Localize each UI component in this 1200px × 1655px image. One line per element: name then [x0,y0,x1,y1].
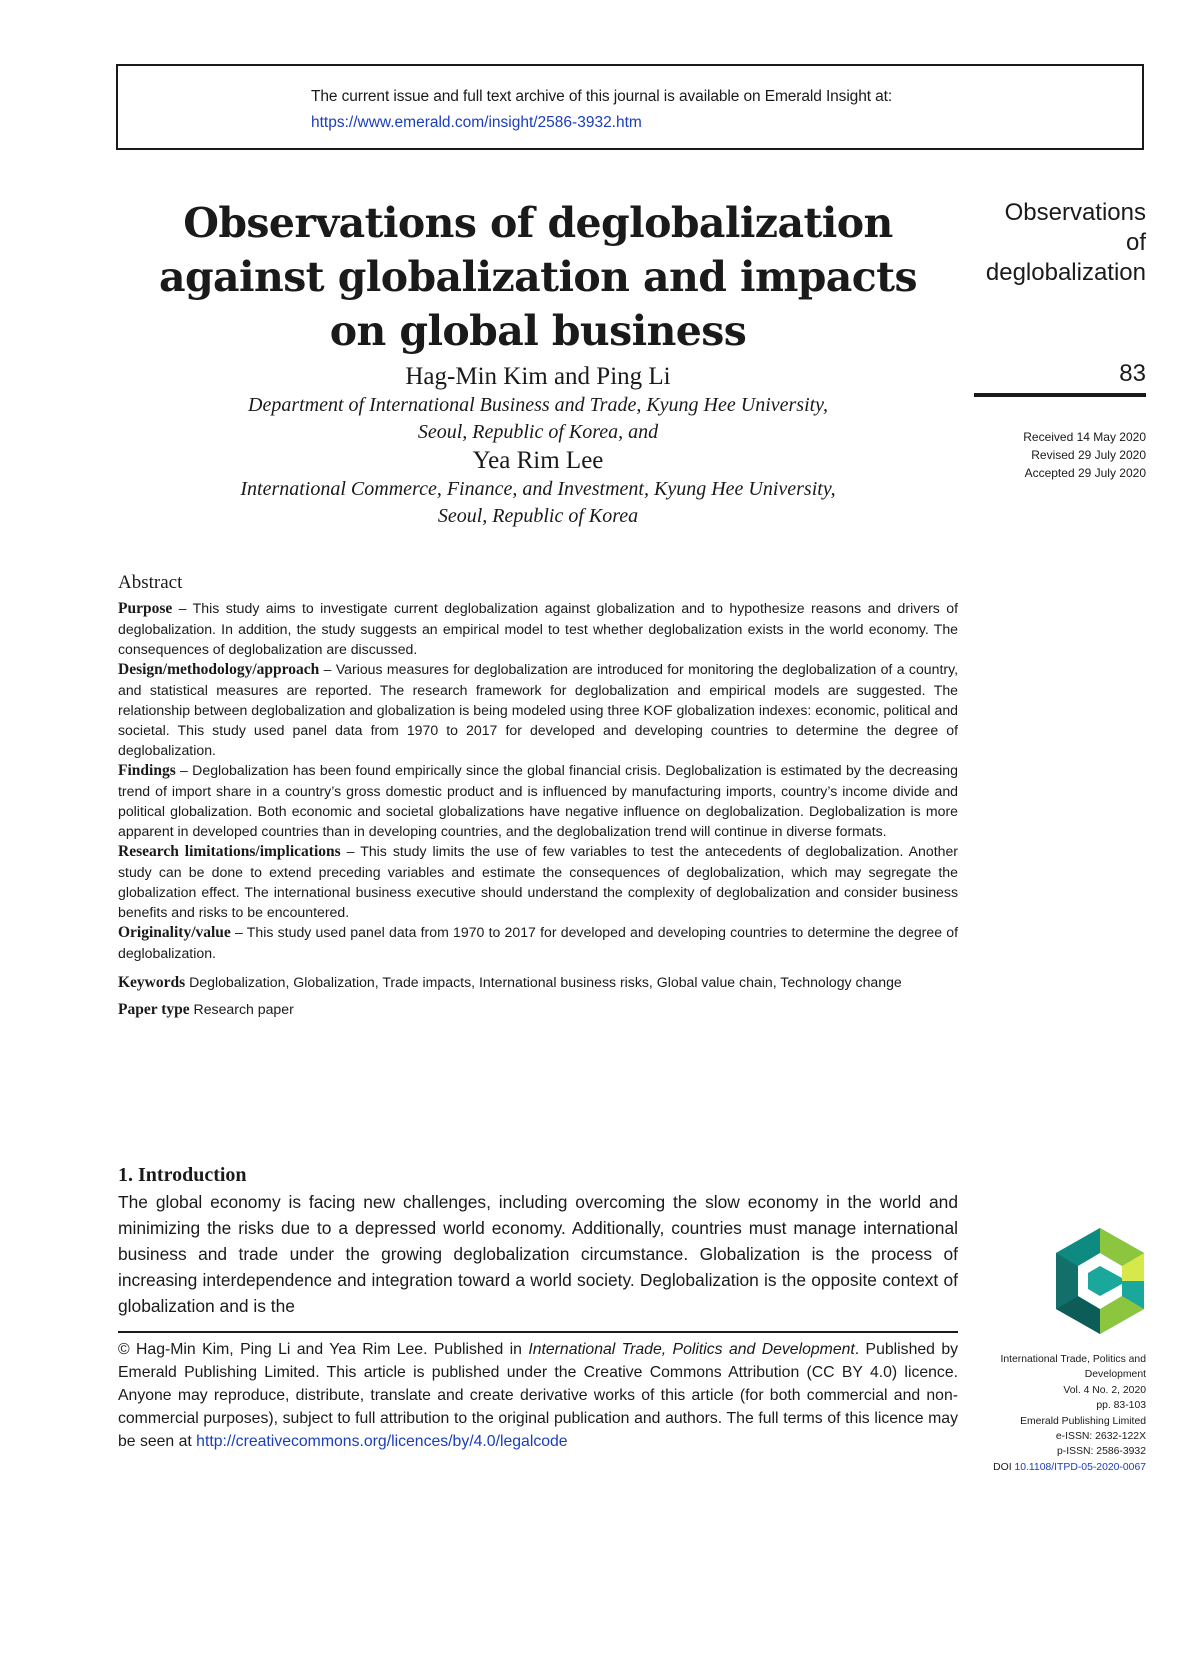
journal-info-line: Vol. 4 No. 2, 2020 [1063,1384,1146,1396]
title-line: Observations of deglobalization [183,199,893,247]
purpose-text: – This study aims to investigate current deglobalization against globalization and to hypothesize reasons and drivers of deglobalization. In addition, the study suggests an empirical model to test whether deglobalization exists in the world economy. The consequences of deglobalization are discussed. [118,600,958,657]
abstract-section [118,572,958,1023]
design-label: Design/methodology/approach [118,661,320,678]
abstract-originality [118,922,958,963]
author-names: Hag-Min Kim and Ping Li [405,363,671,390]
notice-text: The current issue and full text archive of this journal is available on Emerald Insight at: [311,88,893,105]
introduction-text: The global economy is facing new challenges, including overcoming the slow economy in the world and minimizing the risks due to a depressed world economy. Additionally, countries must manage international business and trade under the growing deglobalization circumstance. Globalization is the process of increasing interdependence and integration toward a world society. Deglobalization is the opposite context of globalization and is the [118,1192,958,1316]
article-dates [940,428,1146,482]
affiliation-line: Seoul, Republic of Korea, and [417,421,659,443]
originality-label: Originality/value [118,924,231,941]
keywords [118,969,958,996]
affiliation [118,476,958,530]
doi-link[interactable]: 10.1108/ITPD-05-2020-0067 [1014,1461,1146,1473]
journal-info-line: International Trade, Politics and [1000,1354,1146,1365]
purpose-label: Purpose [118,600,173,617]
keywords-text: Deglobalization, Globalization, Trade impacts, International business risks, Global value chain, Technology change [185,974,902,990]
footnote-rule [118,1331,958,1333]
running-head-line: of [1125,229,1146,256]
papertype-label: Paper type [118,1001,190,1018]
journal-info [960,1352,1146,1475]
abstract-purpose [118,598,958,659]
abstract-research [118,841,958,922]
journal-info-line: p-ISSN: 2586-3932 [1057,1446,1146,1458]
received-date: Received 14 May 2020 [1023,430,1146,444]
running-head-line: deglobalization [985,259,1146,286]
doi-label: DOI [993,1461,1015,1473]
affiliation-line: Seoul, Republic of Korea [437,505,639,527]
emerald-logo-icon [1052,1226,1148,1336]
research-label: Research limitations/implications [118,843,341,860]
author-block [118,362,958,530]
journal-name: International Trade, Politics and Development [528,1341,855,1358]
running-head [962,198,1146,288]
affiliation [118,392,958,446]
copyright-footnote [118,1338,958,1453]
abstract-heading: Abstract [118,572,183,593]
journal-info-line: Development [1084,1369,1146,1381]
papertype-text: Research paper [189,1001,294,1017]
journal-notice-box [116,64,1144,150]
abstract-findings [118,760,958,841]
licence-link[interactable]: http://creativecommons.org/licences/by/4.0/legalcode [196,1433,568,1450]
keywords-label: Keywords [118,974,186,991]
title-line: against globalization and impacts [159,253,917,301]
article-title [118,196,958,358]
research-text: – This study limits the use of few variables to test the antecedents of deglobalization. Another study can be done to extend preceding variables and estimate the consequences of deglobalization, which may segregate the globalization effect. The international business executive should understand the complexity of deglobalization and consider business benefits and risks to be encountered. [118,843,958,920]
journal-url-link[interactable]: https://www.emerald.com/insight/2586-3932.htm [311,114,642,131]
findings-text: – Deglobalization has been found empirically since the global financial crisis. Deglobalization is estimated by the decreasing trend of import share in a country’s gross domestic product and is influenced by manufacturing imports, country’s income divide and political globalization. Both economic and societal globalizations have negative influence on deglobalization. Deglobalization is more apparent in developed countries than in developing countries, and the deglobalization trend will continue in diverse formats. [118,762,958,839]
journal-info-line: e-ISSN: 2632-122X [1055,1431,1146,1443]
footnote-text: © Hag-Min Kim, Ping Li and Yea Rim Lee. Published in [118,1341,529,1358]
author-names: Yea Rim Lee [472,447,604,474]
revised-date: Revised 29 July 2020 [1031,448,1146,462]
margin-rule [974,393,1146,397]
introduction-section [118,1164,958,1319]
abstract-design [118,659,958,760]
accepted-date: Accepted 29 July 2020 [1024,466,1146,480]
journal-info-line: Emerald Publishing Limited [1020,1415,1146,1427]
affiliation-line: International Commerce, Finance, and Investment, Kyung Hee University, [240,478,836,500]
paper-type [118,996,958,1023]
running-head-line: Observations [1004,199,1146,226]
design-text: – Various measures for deglobalization are introduced for monitoring the deglobalization of a country, and statistical measures are reported. The research framework for deglobalization and empirical models are suggested. The relationship between deglobalization and globalization is being modeled using three KOF globalization indexes: economic, political and societal. This study used panel data from 1970 to 2017 for developed and developing countries to determine the degree of deglobalization. [118,661,958,758]
footnote-text: . Published by Emerald Publishing Limited. This article is published under the Creative Commons Attribution (CC BY 4.0) licence. Anyone may reproduce, distribute, translate and create derivative works of this article (for both commercial and non-commercial purposes), subject to full attribution to the original publication and authors. The full terms of this licence may be seen at [118,1341,959,1450]
originality-text: – This study used panel data from 1970 to 2017 for developed and developing countries to determine the degree of deglobalization. [118,924,958,961]
title-line: on global business [329,307,747,355]
introduction-heading: 1. Introduction [118,1164,247,1186]
findings-label: Findings [118,762,176,779]
journal-info-line: pp. 83-103 [1096,1400,1146,1412]
affiliation-line: Department of International Business and Trade, Kyung Hee University, [248,394,828,416]
page-number: 83 [1119,360,1146,387]
doi-line [960,1460,1146,1475]
